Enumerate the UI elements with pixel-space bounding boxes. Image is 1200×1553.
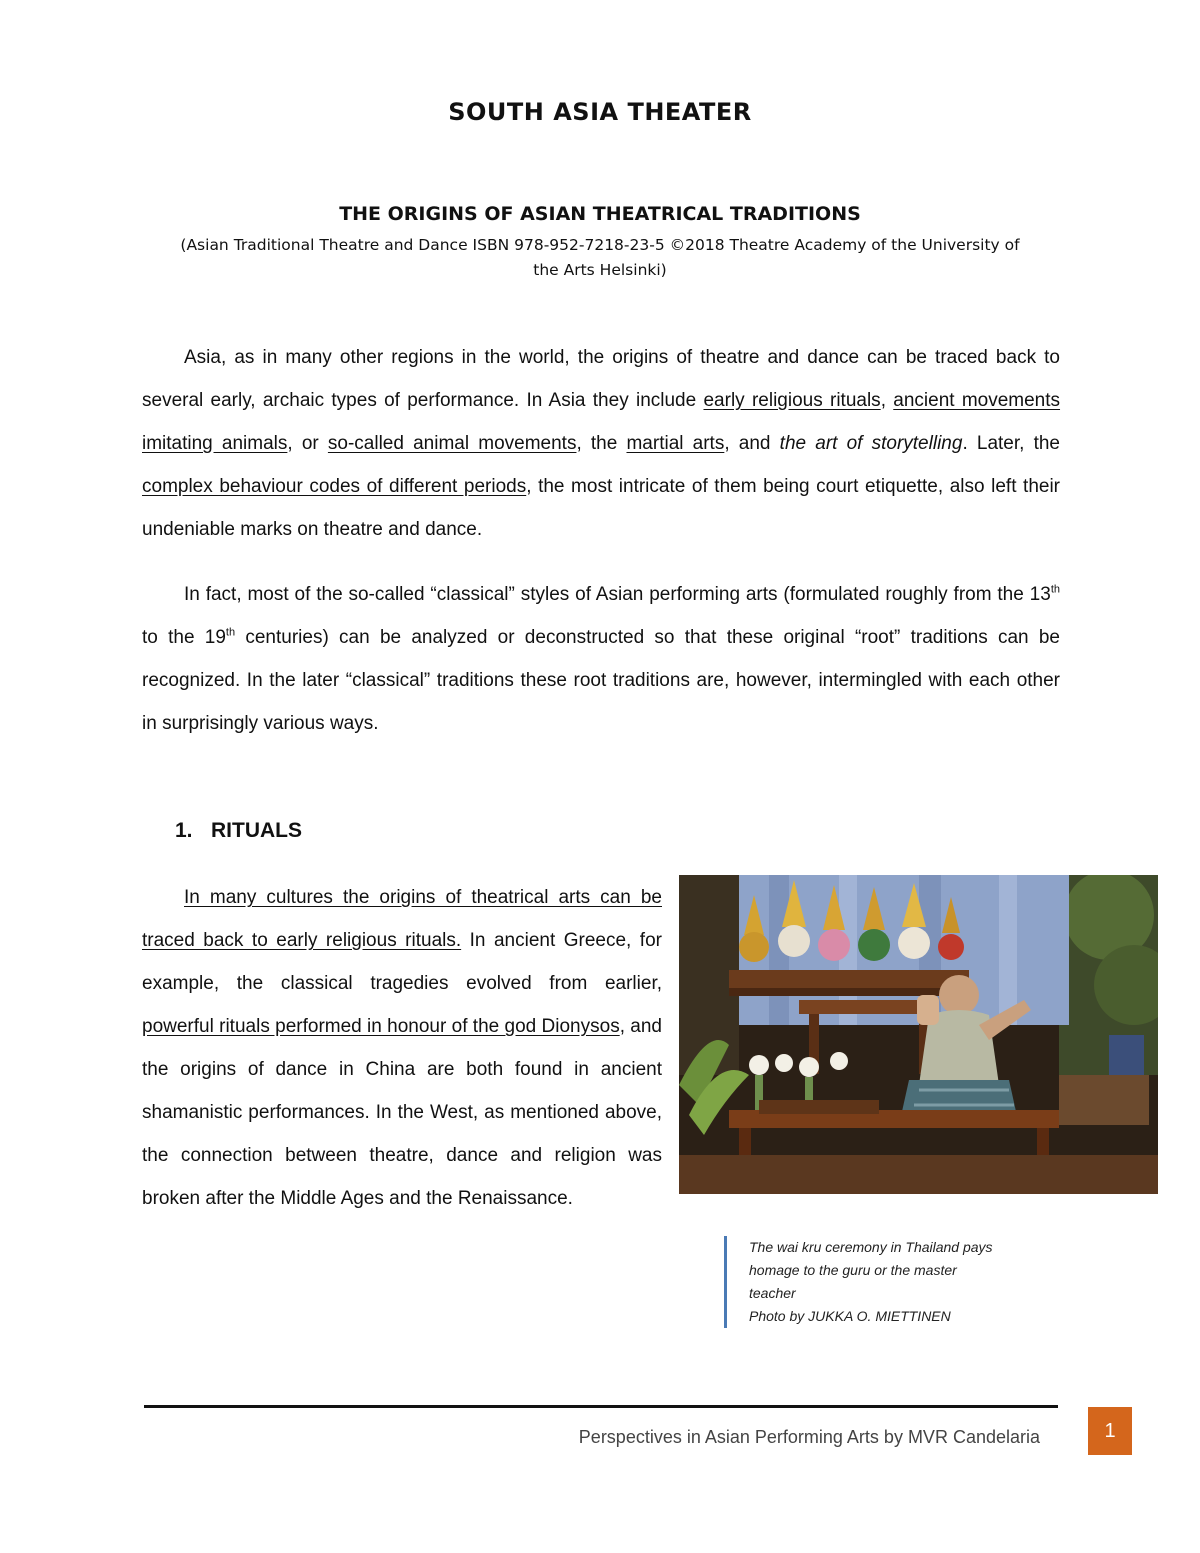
text-run: , the bbox=[576, 433, 627, 454]
superscript: th bbox=[1050, 583, 1060, 596]
section-subtitle: THE ORIGINS OF ASIAN THEATRICAL TRADITIONS bbox=[339, 203, 861, 225]
source-line-1: (Asian Traditional Theatre and Dance ISBN 978-952-7218-23-5 ©2018 Theatre Academy of the University of bbox=[180, 236, 1020, 254]
classical-styles-paragraph bbox=[142, 573, 1060, 745]
underlined-phrase: In many cultures the origins of theatrical arts can be traced back to early religious rituals. bbox=[142, 887, 662, 951]
text-run: centuries) can be analyzed or deconstructed so that these original “root” traditions can be recognized. In the later “classical” traditions these root traditions are, however, intermingled with each other in surprisingly various ways. bbox=[142, 627, 1060, 734]
section-number: 1. bbox=[175, 819, 193, 842]
underlined-phrase: so-called animal movements bbox=[327, 433, 577, 454]
italic-phrase: the art of storytelling bbox=[779, 433, 963, 454]
footer-divider bbox=[144, 1405, 1058, 1408]
photo-credit: Photo by JUKKA O. MIETTINEN bbox=[749, 1308, 951, 1324]
text-run: , and bbox=[724, 433, 780, 454]
underlined-phrase: martial arts bbox=[626, 433, 725, 454]
photo-caption bbox=[724, 1236, 1069, 1328]
document-title: SOUTH ASIA THEATER bbox=[448, 98, 752, 126]
text-run: , the most intricate of them being court etiquette, also left their undeniable marks on theatre and dance. bbox=[142, 476, 1061, 540]
text-run: . Later, the bbox=[962, 433, 1061, 454]
text-run: , bbox=[880, 390, 894, 411]
caption-line-2: homage to the guru or the master bbox=[749, 1262, 957, 1278]
caption-line-3: teacher bbox=[749, 1285, 796, 1301]
footer-text: Perspectives in Asian Performing Arts by MVR Candelaria bbox=[578, 1427, 1040, 1447]
section-heading-rituals bbox=[175, 819, 302, 843]
underlined-phrase: early religious rituals bbox=[703, 390, 881, 411]
underlined-phrase: ancient movements imitating animals bbox=[142, 390, 1061, 454]
intro-paragraph bbox=[142, 336, 1060, 551]
wai-kru-ceremony-photo bbox=[679, 875, 1158, 1194]
text-run: Asia, as in many other regions in the world, the origins of theatre and dance can be traced back to several early, archaic types of performance. In Asia they include bbox=[142, 347, 1060, 411]
text-run: In ancient Greece, for example, the classical tragedies evolved from earlier, bbox=[142, 930, 662, 994]
section-title: RITUALS bbox=[211, 819, 302, 842]
rituals-paragraph bbox=[142, 876, 662, 1220]
superscript: th bbox=[225, 626, 236, 639]
page-number-badge: 1 bbox=[1088, 1407, 1132, 1455]
caption-line-1: The wai kru ceremony in Thailand pays bbox=[749, 1239, 993, 1255]
source-citation bbox=[150, 233, 1050, 283]
text-run: In fact, most of the so-called “classical” styles of Asian performing arts (formulated roughly from the 13 bbox=[184, 584, 1051, 605]
text-run: , and the origins of dance in China are both found in ancient shamanistic performances. In the West, as mentioned above, the connection between theatre, dance and religion was broken after the Middle Ages and the Renaissance. bbox=[142, 1016, 663, 1209]
text-run: , or bbox=[287, 433, 328, 454]
underlined-phrase: powerful rituals performed in honour of the god Dionysos bbox=[142, 1016, 620, 1037]
underlined-phrase: complex behaviour codes of different periods bbox=[142, 476, 527, 497]
text-run: to the 19 bbox=[142, 627, 226, 648]
source-line-2: the Arts Helsinki) bbox=[533, 261, 667, 279]
